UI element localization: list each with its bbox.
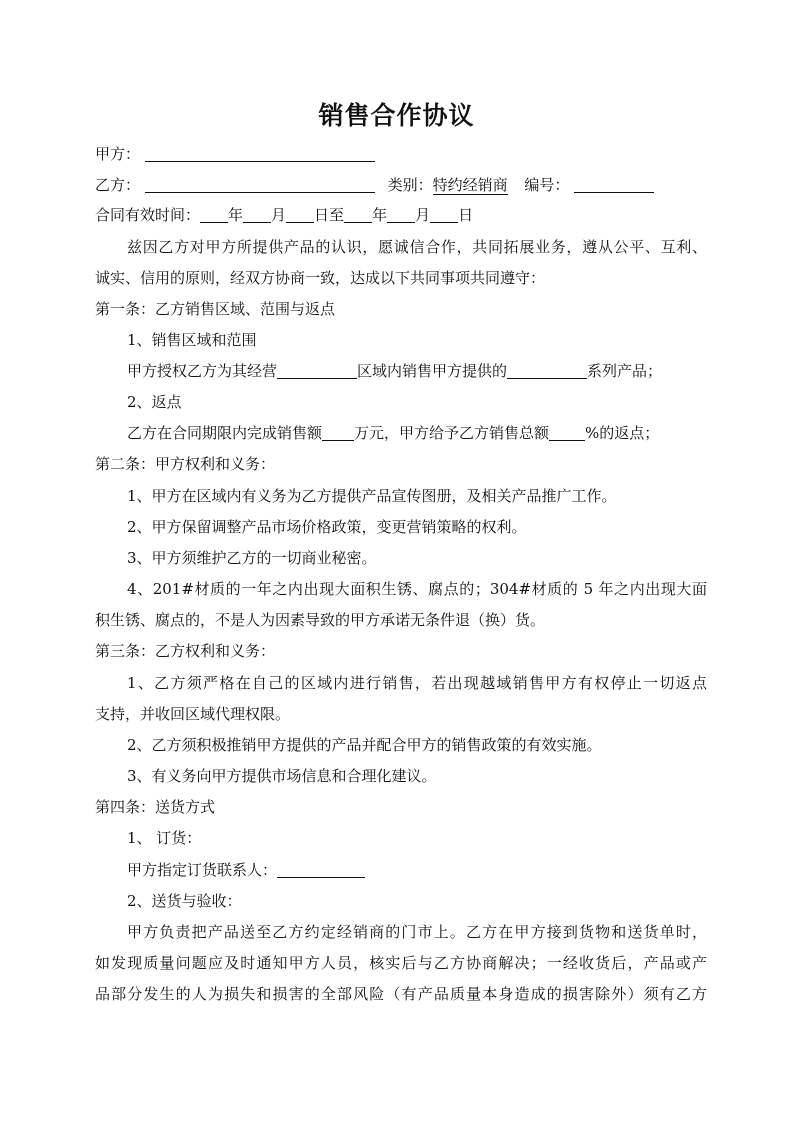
article-2-item-3: 3、甲方须维护乙方的一切商业秘密。 [127,549,377,567]
article-4-section-2-line-3: 品部分发生的人为损失和损害的全部风险（有产品质量本身造成的损害除外）须有乙方 [95,985,707,1003]
order-contact-blank [277,859,365,878]
end-year-unit: 年 [372,206,388,224]
series-blank [507,360,587,379]
validity-label: 合同有效时间： [95,206,201,224]
article-4-section-2-line-1: 甲方负责把产品送至乙方约定经销商的门市上。乙方在甲方接到货物和送货单时， [127,923,707,941]
article-2-title: 第二条：甲方权利和义务： [95,455,276,473]
rebate-text-a: 乙方在合同期限内完成销售额 [127,424,323,442]
article-2-item-4-line-1: 4、201#材质的一年之内出现大面积生锈、腐点的；304#材质的 5 年之内出现大面 [127,580,707,598]
article-1-title: 第一条：乙方销售区域、范围与返点 [95,300,336,318]
region-text-a: 甲方授权乙方为其经营 [127,362,278,380]
article-3-title: 第三条：乙方权利和义务： [95,642,276,660]
article-1-section-2-text [95,418,707,449]
party-a-blank [145,143,375,162]
start-month-blank [243,204,271,223]
rebate-percent-blank [549,422,585,441]
article-4-section-1-text [95,855,707,886]
region-text-b: 区域内销售甲方提供的 [357,362,508,380]
article-2-item-1: 1、甲方在区域内有义务为乙方提供产品宣传图册，及相关产品推广工作。 [127,487,617,505]
article-3-item-3: 3、有义务向甲方提供市场信息和合理化建议。 [127,767,437,785]
article-3-item-1-line-2: 支持，并收回区域代理权限。 [95,705,291,723]
end-month-unit: 月 [415,206,431,224]
party-a-label: 甲方： [95,145,141,163]
party-b-label: 乙方： [95,176,141,194]
region-text-c: 系列产品； [587,362,663,380]
end-month-blank [387,204,415,223]
end-day-blank [430,204,458,223]
end-year-blank [344,204,372,223]
start-day-unit: 日至 [314,206,345,224]
article-1-section-1: 1、销售区域和范围 [127,331,257,349]
party-b-line [95,170,707,201]
start-day-blank [286,204,314,223]
validity-line [95,200,707,231]
article-3-item-1-line-1: 1、乙方须严格在自己的区域内进行销售，若出现越域销售甲方有权停止一切返点 [127,674,707,692]
party-a-line [95,139,707,170]
party-b-blank [145,174,375,193]
page-title: 销售合作协议 [318,101,475,130]
category-label: 类别： [387,176,433,194]
region-blank [277,360,357,379]
article-2-item-4-line-2: 积生锈、腐点的，不是人为因素导致的甲方承诺无条件退（换）货。 [95,611,546,629]
category-value: 特约经销商 [432,176,508,194]
number-label: 编号： [524,176,570,194]
article-4-section-1: 1、 订货： [127,829,202,847]
start-year-unit: 年 [228,206,244,224]
article-4-section-2-line-2: 如发现质量问题应及时通知甲方人员，核实后与乙方协商解决；一经收货后，产品或产 [95,954,707,972]
start-year-blank [200,204,228,223]
article-1-section-2: 2、返点 [127,393,182,411]
intro-line-1: 兹因乙方对甲方所提供产品的认识，愿诚信合作，共同拓展业务，遵从公平、互利、 [127,238,707,256]
end-day-unit: 日 [458,206,474,224]
start-month-unit: 月 [271,206,287,224]
intro-line-2: 诚实、信用的原则，经双方协商一致，达成以下共同事项共同遵守： [95,269,546,287]
rebate-text-b: 万元，甲方给予乙方销售总额 [354,424,550,442]
number-blank [574,174,654,193]
order-contact-label: 甲方指定订货联系人： [127,861,278,879]
article-2-item-2: 2、甲方保留调整产品市场价格政策，变更营销策略的权利。 [127,518,527,536]
article-4-title: 第四条：送货方式 [95,798,216,816]
rebate-text-c: %的返点； [585,424,660,442]
article-4-section-2: 2、送货与验收： [127,892,242,910]
sales-amount-blank [322,422,354,441]
article-3-item-2: 2、乙方须积极推销甲方提供的产品并配合甲方的销售政策的有效实施。 [127,736,602,754]
article-1-section-1-text [95,356,707,387]
